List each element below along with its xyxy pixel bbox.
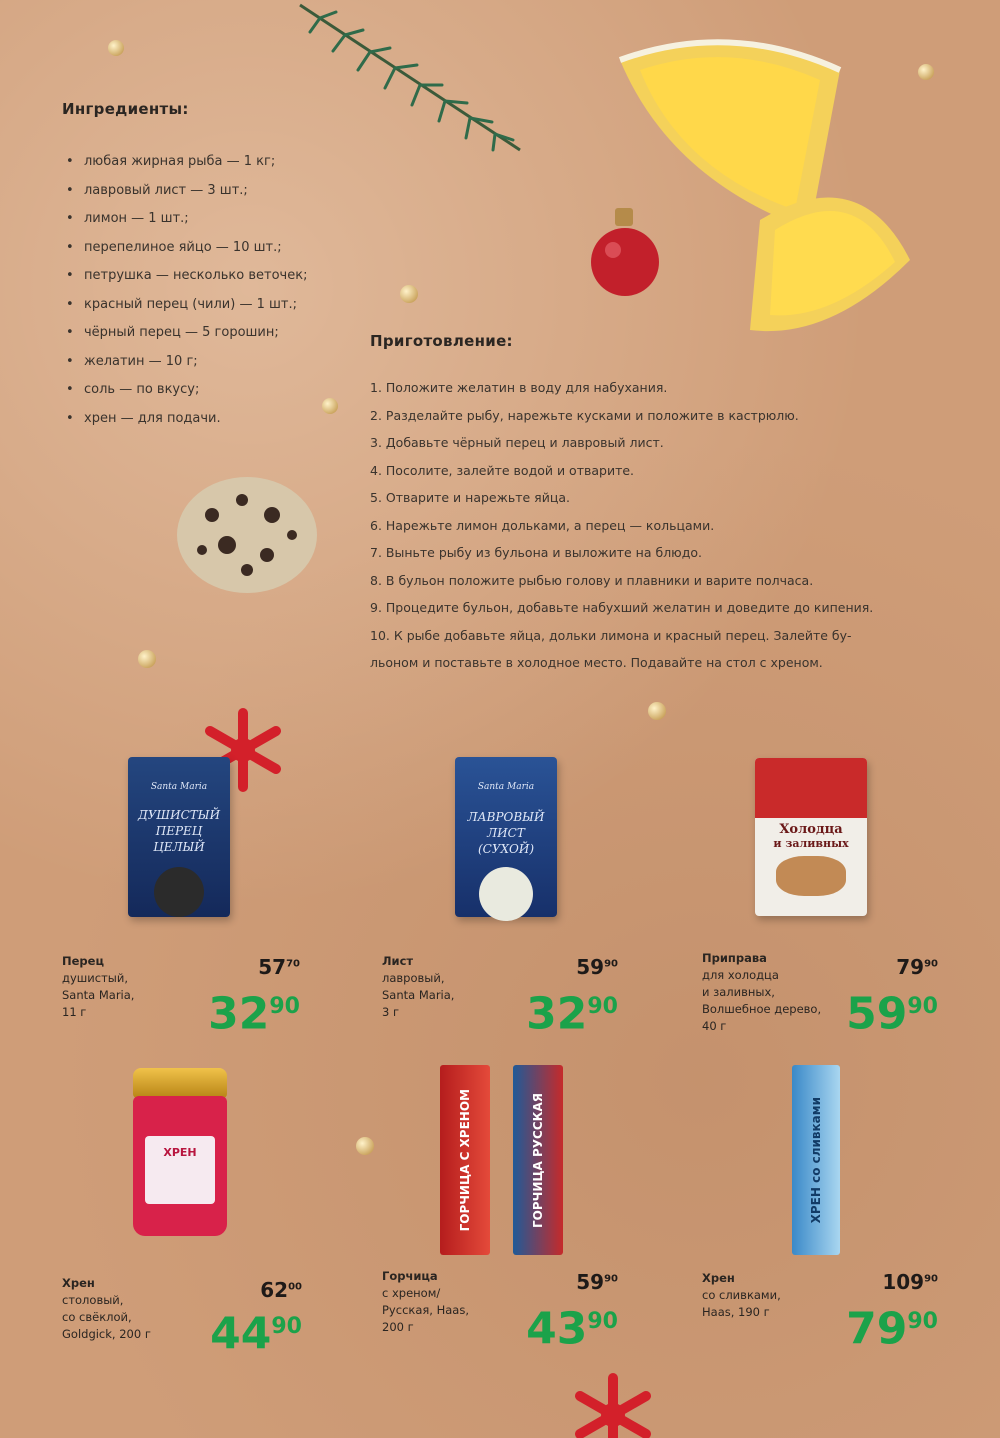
list-item: • любая жирная рыба — 1 кг;	[62, 148, 372, 177]
quail-egg-icon	[172, 470, 322, 600]
old-price-frac: 70	[286, 958, 300, 970]
new-price-frac: 90	[907, 994, 938, 1019]
list-item: • желатин — 10 г;	[62, 348, 372, 377]
old-price-frac: 90	[604, 1273, 618, 1285]
list-item: 2. Разделайте рыбу, нарежьте кусками и положите в кастрюлю.	[370, 407, 799, 423]
old-price-int: 79	[896, 955, 925, 979]
pack-label: и заливных	[773, 837, 849, 850]
product-name: Приправа	[702, 951, 767, 965]
new-price-frac: 90	[907, 1309, 938, 1334]
old-price	[838, 955, 938, 979]
old-price	[202, 1278, 302, 1302]
list-item: • лимон — 1 шт.;	[62, 205, 372, 234]
old-price-frac: 90	[924, 958, 938, 970]
new-price-int: 43	[526, 1303, 588, 1355]
old-price-int: 57	[258, 955, 287, 979]
new-price	[152, 1305, 302, 1360]
new-price	[468, 985, 618, 1040]
product-image-mustard-tube-2	[513, 1065, 563, 1255]
product-desc: лавровый,	[382, 971, 445, 985]
product-desc: Русская, Haas,	[382, 1303, 469, 1317]
list-item: 10. К рыбе добавьте яйца, дольки лимона и красный перец. Залейте бу-	[370, 627, 852, 643]
list-item: • чёрный перец — 5 горошин;	[62, 319, 372, 348]
old-price-int: 59	[576, 1270, 605, 1294]
ingredients-list	[62, 148, 372, 433]
preparation-steps	[370, 374, 960, 677]
gold-bead-icon	[356, 1137, 374, 1155]
product-desc: столовый,	[62, 1293, 124, 1307]
new-price-int: 59	[846, 988, 908, 1040]
old-price-int: 109	[882, 1270, 925, 1294]
list-item: • красный перец (чили) — 1 шт.;	[62, 291, 372, 320]
new-price	[468, 1300, 618, 1355]
red-ornament-icon	[585, 200, 665, 305]
product-name: Хрен	[62, 1276, 95, 1290]
new-price-int: 32	[208, 988, 270, 1040]
preparation-block	[370, 332, 960, 677]
product-desc: 3 г	[382, 1005, 400, 1019]
tube-label: ГОРЧИЦА РУССКАЯ	[531, 1092, 545, 1228]
product-desc: 11 г	[62, 1005, 87, 1019]
old-price	[200, 955, 300, 979]
gold-bead-icon	[918, 64, 934, 80]
list-item: 5. Отварите и нарежьте яйца.	[370, 490, 570, 505]
list-item: • соль — по вкусу;	[62, 376, 372, 405]
list-item: 6. Нарежьте лимон дольками, а перец — кольцами.	[370, 517, 715, 533]
ingredients-title: Ингредиенты:	[62, 100, 189, 118]
product-name: Лист	[382, 954, 414, 968]
old-price-frac: 00	[288, 1281, 302, 1293]
product-image-pepper	[128, 757, 230, 917]
new-price-frac: 90	[587, 994, 618, 1019]
new-price	[788, 985, 938, 1040]
product-image-horseradish-tube	[792, 1065, 840, 1255]
product-name: Перец	[62, 954, 104, 968]
tube-label: ХРЕН со сливками	[809, 1096, 823, 1224]
list-item: 1. Положите желатин в воду для набухания.	[370, 380, 668, 395]
brand-label: Santa Maria	[477, 782, 535, 792]
list-item: • хрен — для подачи.	[62, 405, 372, 434]
new-price	[788, 1300, 938, 1355]
product-image-seasoning	[755, 758, 867, 916]
product-desc: 200 г	[382, 1320, 414, 1334]
product-desc: для холодца	[702, 968, 779, 982]
product-name: Хрен	[702, 1271, 735, 1285]
product-image-mustard-tube-1	[440, 1065, 490, 1255]
old-price-int: 59	[576, 955, 605, 979]
pack-label: Холодца	[779, 822, 843, 837]
new-price-int: 79	[846, 1303, 908, 1355]
product-desc: Santa Maria,	[62, 988, 135, 1002]
gold-bead-icon	[400, 285, 418, 303]
new-price-frac: 90	[271, 1314, 302, 1339]
old-price-frac: 90	[924, 1273, 938, 1285]
list-item: 9. Процедите бульон, добавьте набухший желатин и доведите до кипения.	[370, 600, 874, 615]
product-name: Горчица	[382, 1269, 438, 1283]
old-price	[518, 1270, 618, 1294]
new-price-int: 44	[210, 1308, 272, 1360]
pack-label: ХРЕН	[163, 1146, 197, 1159]
new-price-frac: 90	[269, 994, 300, 1019]
product-desc: с хреном/	[382, 1286, 441, 1300]
preparation-title: Приготовление:	[370, 332, 513, 350]
list-item: 8. В бульон положите рыбью голову и плавники и варите полчаса.	[370, 572, 814, 588]
product-desc: и заливных,	[702, 985, 775, 999]
product-desc: со сливками,	[702, 1288, 781, 1302]
ingredients-block	[62, 100, 372, 433]
pack-label: ДУШИСТЫЙ ПЕРЕЦ ЦЕЛЫЙ	[138, 808, 221, 854]
tube-label: ГОРЧИЦА С ХРЕНОМ	[458, 1088, 472, 1232]
list-item: 3. Добавьте чёрный перец и лавровый лист.	[370, 435, 664, 450]
product-image-bay-leaf	[455, 757, 557, 917]
product-desc: Haas, 190 г	[702, 1305, 770, 1319]
new-price-frac: 90	[587, 1309, 618, 1334]
new-price-int: 32	[526, 988, 588, 1040]
product-desc: Santa Maria,	[382, 988, 455, 1002]
product-desc: душистый,	[62, 971, 128, 985]
list-item: • перепелиное яйцо — 10 шт.;	[62, 234, 372, 263]
product-image-horseradish-jar	[133, 1068, 227, 1238]
pack-label: ЛАВРОВЫЙ ЛИСТ (СУХОЙ)	[467, 810, 545, 856]
old-price	[838, 1270, 938, 1294]
product-desc: Волшебное дерево,	[702, 1002, 822, 1016]
old-price	[518, 955, 618, 979]
snowflake-icon	[568, 1370, 658, 1438]
old-price-frac: 90	[604, 958, 618, 970]
gold-bead-icon	[108, 40, 124, 56]
list-item: льоном и поставьте в холодное место. Подавайте на стол с хреном.	[370, 655, 823, 670]
brand-label: Santa Maria	[150, 782, 208, 792]
product-desc: Goldgick, 200 г	[62, 1327, 151, 1341]
old-price-int: 62	[260, 1278, 289, 1302]
new-price	[150, 985, 300, 1040]
product-desc: со свёклой,	[62, 1310, 132, 1324]
list-item: • лавровый лист — 3 шт.;	[62, 177, 372, 206]
product-desc: 40 г	[702, 1019, 727, 1033]
list-item: 4. Посолите, залейте водой и отварите.	[370, 462, 635, 478]
list-item: 7. Выньте рыбу из бульона и выложите на блюдо.	[370, 545, 702, 560]
gold-bead-icon	[138, 650, 156, 668]
list-item: • петрушка — несколько веточек;	[62, 262, 372, 291]
gold-bead-icon	[648, 702, 666, 720]
